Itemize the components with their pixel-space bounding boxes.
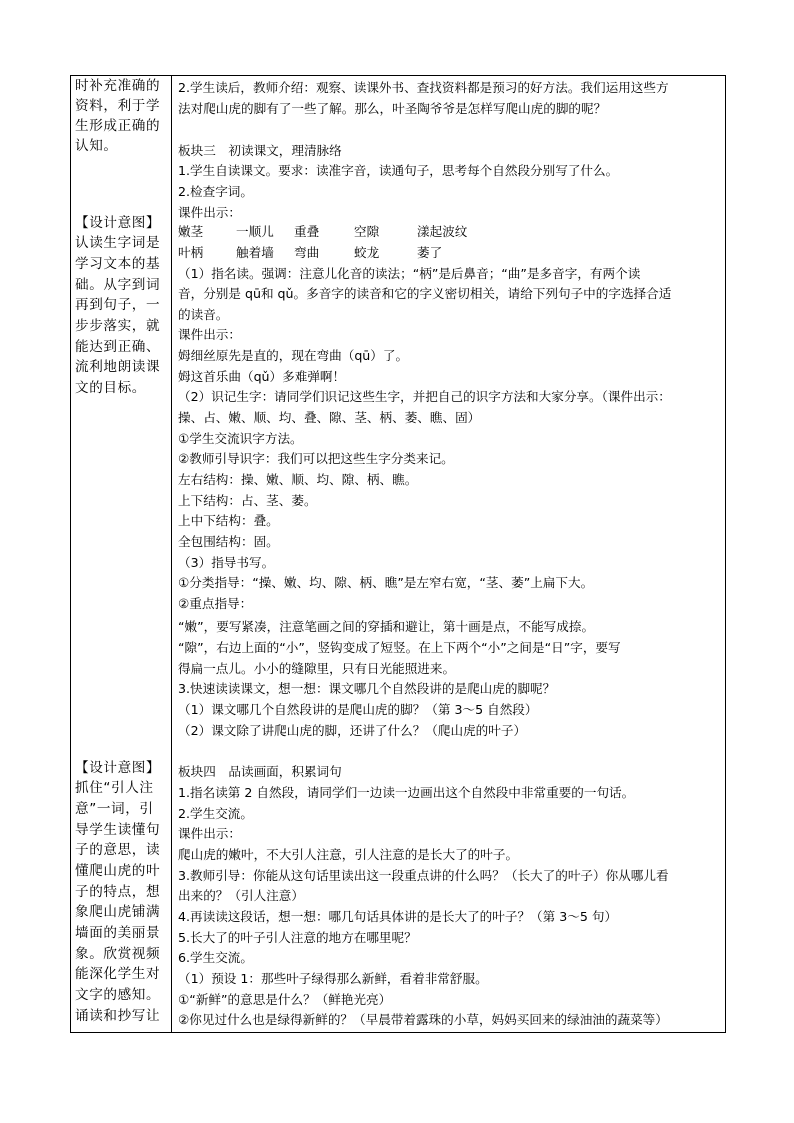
content-line: 2.学生交流。: [178, 806, 253, 821]
vocabulary-row-2: [178, 244, 442, 261]
note-line: 学习文本的基: [75, 256, 161, 272]
note-line: 意”一词，引: [75, 801, 154, 817]
content-line: “隙”，右边上面的“小”，竖钩变成了短竖。在上下两个“小”之间是“日”字，要写: [178, 640, 621, 655]
vocab-word: 蛟龙: [354, 245, 380, 260]
content-line: 6.学生交流。: [178, 950, 253, 965]
content-line: 课件出示：: [178, 327, 241, 342]
lesson-content-column: [172, 76, 727, 1032]
note-line: 墙面的美丽景: [75, 925, 161, 941]
design-intent-heading: 【设计意图】: [75, 215, 161, 231]
content-line: ②教师引导识字：我们可以把这些生字分类来记。: [178, 451, 454, 466]
content-line: ①学生交流识字方法。: [178, 431, 303, 446]
content-line: ②你见过什么也是绿得新鲜的？（早晨带着露珠的小草，妈妈买回来的绿油油的蔬菜等）: [178, 1012, 668, 1027]
content-line: （3）指导书写。: [178, 555, 275, 570]
content-line: 操、占、嫩、顺、均、叠、隙、茎、柄、萎、瞧、固）: [178, 410, 481, 425]
note-line: 象爬山虎铺满: [75, 904, 161, 920]
content-line: 爬山虎的嫩叶，不大引人注意，引人注意的是长大了的叶子。: [178, 847, 519, 862]
content-line: 3.教师引导：你能从这句话里读出这一段重点讲的什么吗？（长大了的叶子）你从哪儿看: [178, 868, 669, 883]
note-line: 抓住“引人注: [75, 780, 154, 796]
note-line: 文字的感知。: [75, 987, 161, 1003]
note-line: 能达到正确、: [75, 339, 161, 355]
section-heading: 板块四 品读画面，积累词句: [178, 764, 342, 779]
vocabulary-row-1: [178, 223, 467, 240]
content-line: 得扁一点儿。小小的缝隙里，只有日光能照进来。: [178, 661, 456, 676]
content-line: 课件出示：: [178, 205, 241, 220]
note-line: 象。欣赏视频: [75, 946, 161, 962]
vocab-word: 叶柄: [178, 245, 204, 260]
content-line: 1.指名读第 2 自然段，请同学们一边读一边画出这个自然段中非常重要的一句话。: [178, 785, 635, 800]
vocab-word: 弯曲: [294, 245, 320, 260]
note-line: 再到句子，一: [75, 297, 161, 313]
note-line: 步步落实，就: [75, 318, 161, 334]
content-line: 1.学生自读课文。要求：读准字音，读通句子，思考每个自然段分别写了什么。: [178, 163, 619, 178]
note-line: 懂爬山虎的叶: [75, 863, 161, 879]
content-line: 课件出示：: [178, 826, 241, 841]
note-line: 诵读和抄写让: [75, 1008, 161, 1024]
note-line: 认知。: [75, 138, 118, 154]
content-line: ①分类指导：“操、嫩、均、隙、柄、瞧”是左窄右宽，“茎、萎”上扁下大。: [178, 575, 594, 590]
content-line: 左右结构：操、嫩、顺、均、隙、柄、瞧。: [178, 472, 418, 487]
note-line: 文的目标。: [75, 380, 146, 396]
note-line: 生形成正确的: [75, 118, 161, 134]
vocab-word: 萎了: [417, 245, 443, 260]
note-line: 子的意思，读: [75, 842, 161, 858]
content-line: ②重点指导：: [178, 596, 253, 611]
vocab-word: 重叠: [294, 224, 320, 239]
content-line: （2）识记生字：请同学们识记这些生字，并把自己的识字方法和大家分享。（课件出示：: [178, 389, 671, 404]
design-intent-heading: 【设计意图】: [75, 760, 161, 776]
note-line: 时补充准确的: [75, 78, 161, 94]
content-line: 法对爬山虎的脚有了一些了解。那么，叶圣陶爷爷是怎样写爬山虎的脚的呢？: [178, 101, 607, 116]
note-line: 能深化学生对: [75, 966, 161, 982]
content-line: 上中下结构：叠。: [178, 513, 279, 528]
vocab-word: 一顺儿: [236, 224, 274, 239]
content-line: “嫩”，要写紧凑，注意笔画之间的穿插和避让，第十画是点，不能写成捺。: [178, 619, 595, 634]
content-line: 上下结构：占、茎、萎。: [178, 493, 317, 508]
content-line: （1）预设 1：那些叶子绿得那么新鲜，看着非常舒服。: [178, 971, 488, 986]
note-line: 资料，利于学: [75, 98, 161, 114]
content-line: （2）课文除了讲爬山虎的脚，还讲了什么？（爬山虎的叶子）: [178, 723, 527, 738]
section-heading: 板块三 初读课文，理清脉络: [178, 143, 342, 158]
content-line: （1）课文哪几个自然段讲的是爬山虎的脚？（第 3～5 自然段）: [178, 702, 538, 717]
vocab-word: 触着墙: [236, 245, 274, 260]
note-line: 流利地朗读课: [75, 359, 161, 375]
content-line: 2.学生读后，教师介绍：观察、读课外书、查找资料都是预习的好方法。我们运用这些方: [178, 80, 669, 95]
content-line: 4.再读读这段话，想一想：哪几句话具体讲的是长大了的叶子？（第 3～5 句）: [178, 909, 618, 924]
note-line: 子的特点，想: [75, 884, 161, 900]
content-line: （1）指名读。强调：注意儿化音的读法；“柄”是后鼻音；“曲”是多音字，有两个读: [178, 266, 641, 281]
note-line: 导学生读懂句: [75, 822, 161, 838]
content-line: 2.检查字词。: [178, 184, 253, 199]
design-notes-column: [71, 76, 171, 1032]
content-line: 3.快速读读课文，想一想：课文哪几个自然段讲的是爬山虎的脚呢？: [178, 681, 556, 696]
content-line: 5.长大了的叶子引人注意的地方在哪里呢？: [178, 930, 417, 945]
content-line: 出来的？（引人注意）: [178, 888, 304, 903]
content-line: 的读音。: [178, 307, 229, 322]
content-line: 姆细丝原先是直的，现在弯曲（qū）了。: [178, 348, 409, 363]
content-line: 音，分别是 qū和 qǔ。多音字的读音和它的字义密切相关，请给下列句子中的字选择合适: [178, 286, 672, 301]
content-line: 全包围结构：固。: [178, 534, 279, 549]
lesson-plan-table: [70, 75, 726, 1033]
note-line: 认读生字词是: [75, 235, 161, 251]
content-line: 姆这首乐曲（qǔ）多难弹啊！: [178, 369, 346, 384]
vocab-word: 漾起波纹: [417, 224, 468, 239]
vocab-word: 嫩茎: [178, 224, 204, 239]
note-line: 础。从字到词: [75, 277, 161, 293]
content-line: ①“新鲜”的意思是什么？（鲜艳光亮）: [178, 992, 392, 1007]
vocab-word: 空隙: [354, 224, 380, 239]
